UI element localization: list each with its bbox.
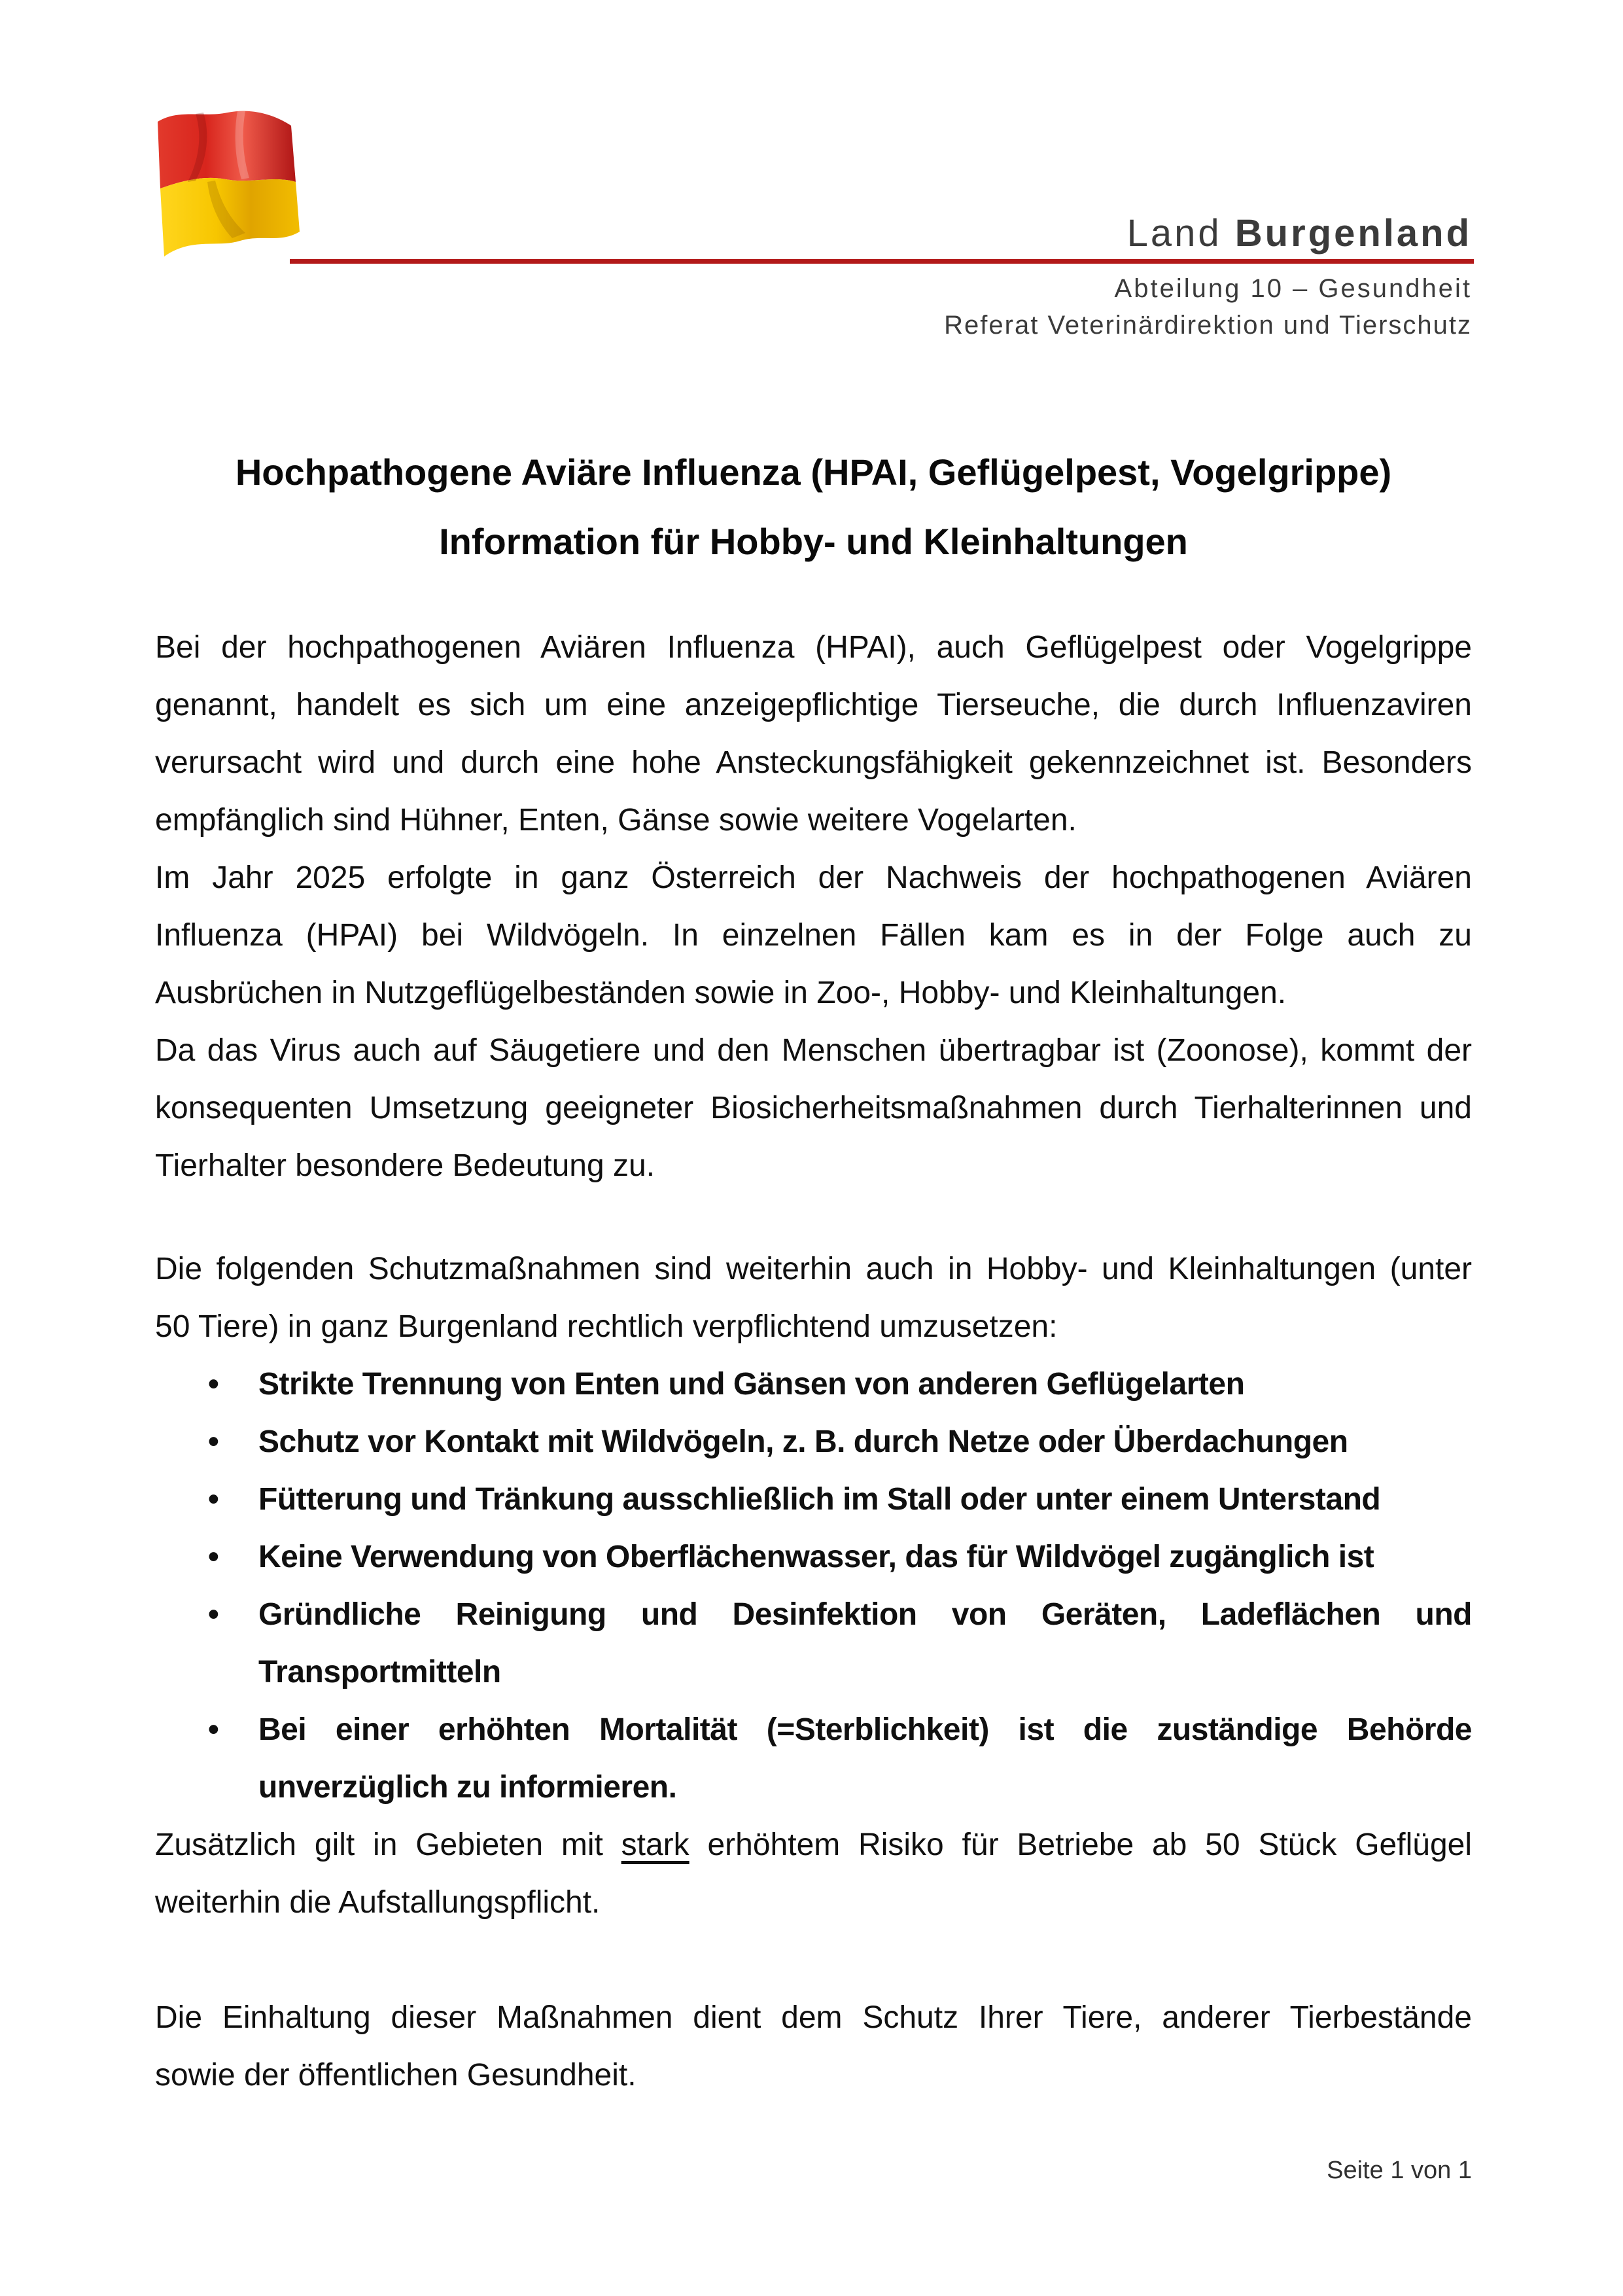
paragraph-stabling-duty bbox=[155, 1816, 1472, 1932]
text-line bbox=[258, 1701, 1472, 1759]
bullet-item bbox=[258, 1528, 1472, 1586]
letterhead bbox=[0, 0, 1472, 366]
header-unit: Referat Veterinärdirektion und Tierschutz bbox=[944, 311, 1472, 340]
text-segment: Transportmitteln bbox=[258, 1655, 501, 1689]
text-line bbox=[155, 619, 1472, 677]
text-segment: Zusätzlich gilt in Gebieten mit bbox=[155, 1828, 621, 1862]
text-segment: Schutz vor Kontakt mit Wildvögeln, z. B. durch Netze oder Überdachungen bbox=[258, 1424, 1348, 1459]
text-line bbox=[155, 1874, 1472, 1932]
bullet-item bbox=[258, 1586, 1472, 1701]
underlined-word: stark bbox=[621, 1828, 689, 1862]
text-segment: verursacht wird und durch eine hohe Ansteckungsfähigkeit gekennzeichnet ist. Besonders bbox=[155, 745, 1472, 780]
text-segment: Die folgenden Schutzmaßnahmen sind weiterhin auch in Hobby- und Kleinhaltungen (unter bbox=[155, 1252, 1472, 1286]
page-number: Seite 1 von 1 bbox=[1327, 2157, 1472, 2184]
text-line bbox=[258, 1356, 1472, 1413]
paragraph-closing bbox=[155, 1989, 1472, 2104]
text-line bbox=[258, 1586, 1472, 1644]
bullet-item bbox=[258, 1356, 1472, 1413]
text-segment: Fütterung und Tränkung ausschließlich im Stall oder unter einem Unterstand bbox=[258, 1482, 1381, 1517]
text-segment: Gründliche Reinigung und Desinfektion von Geräten, Ladeflächen und bbox=[258, 1597, 1472, 1632]
text-line bbox=[155, 964, 1472, 1022]
bullet-item bbox=[258, 1471, 1472, 1528]
bullet-item bbox=[258, 1413, 1472, 1471]
text-segment: konsequenten Umsetzung geeigneter Biosicherheitsmaßnahmen durch Tierhalterinnen und bbox=[155, 1091, 1472, 1125]
text-segment: Da das Virus auch auf Säugetiere und den Menschen übertragbar ist (Zoonose), kommt der bbox=[155, 1033, 1472, 1068]
text-segment: empfänglich sind Hühner, Enten, Gänse sowie weitere Vogelarten. bbox=[155, 803, 1077, 838]
text-line bbox=[155, 1080, 1472, 1137]
text-segment: Tierhalter besondere Bedeutung zu. bbox=[155, 1148, 655, 1183]
paragraph-intro bbox=[155, 619, 1472, 849]
text-line bbox=[155, 1137, 1472, 1195]
text-line bbox=[258, 1413, 1472, 1471]
text-line bbox=[155, 1298, 1472, 1356]
paragraph-zoonosis bbox=[155, 1022, 1472, 1195]
document-title bbox=[155, 438, 1472, 576]
text-segment: Keine Verwendung von Oberflächenwasser, das für Wildvögel zugänglich ist bbox=[258, 1540, 1374, 1574]
text-line bbox=[155, 1022, 1472, 1080]
text-segment: sowie der öffentlichen Gesundheit. bbox=[155, 2058, 637, 2093]
text-segment: Influenza (HPAI) bei Wildvögeln. In einzelnen Fällen kam es in der Folge auch zu bbox=[155, 918, 1472, 953]
text-line bbox=[155, 907, 1472, 964]
text-line bbox=[258, 1759, 1472, 1816]
text-segment: genannt, handelt es sich um eine anzeigepflichtige Tierseuche, die durch Influenzaviren bbox=[155, 688, 1472, 722]
text-line bbox=[155, 734, 1472, 792]
text-line bbox=[155, 1989, 1472, 2047]
text-segment: weiterhin die Aufstallungspflicht. bbox=[155, 1885, 601, 1920]
text-line bbox=[258, 1471, 1472, 1528]
document-body bbox=[155, 619, 1472, 2104]
text-line bbox=[155, 792, 1472, 849]
paragraph-measures-intro bbox=[155, 1241, 1472, 1356]
header-department: Abteilung 10 – Gesundheit bbox=[1114, 274, 1472, 303]
text-line bbox=[155, 1816, 1472, 1874]
text-line bbox=[258, 1528, 1472, 1586]
paragraph-2025-outbreaks bbox=[155, 849, 1472, 1022]
text-line bbox=[155, 849, 1472, 907]
text-segment: Bei der hochpathogenen Aviären Influenza (HPAI), auch Geflügelpest oder Vogelgrippe bbox=[155, 630, 1472, 665]
brand-bold: Burgenland bbox=[1234, 212, 1472, 255]
title-line-1: Hochpathogene Aviäre Influenza (HPAI, Geflügelpest, Vogelgrippe) bbox=[235, 451, 1392, 493]
text-segment: Ausbrüchen in Nutzgeflügelbeständen sowie in Zoo-, Hobby- und Kleinhaltungen. bbox=[155, 976, 1287, 1010]
text-segment: Bei einer erhöhten Mortalität (=Sterblichkeit) ist die zuständige Behörde bbox=[258, 1712, 1472, 1747]
text-segment: unverzüglich zu informieren. bbox=[258, 1770, 677, 1805]
text-line bbox=[155, 2047, 1472, 2104]
header-accent-line bbox=[290, 259, 1474, 264]
text-line bbox=[155, 1241, 1472, 1298]
text-line bbox=[155, 677, 1472, 734]
brand-light: Land bbox=[1126, 212, 1222, 255]
text-segment: Die Einhaltung dieser Maßnahmen dient dem Schutz Ihrer Tiere, anderer Tierbestände bbox=[155, 2000, 1472, 2035]
text-segment: erhöhtem Risiko für Betriebe ab 50 Stück Geflügel bbox=[689, 1828, 1473, 1862]
text-segment: Strikte Trennung von Enten und Gänsen von anderen Geflügelarten bbox=[258, 1367, 1245, 1402]
bullet-item bbox=[258, 1701, 1472, 1816]
blank-line bbox=[155, 1932, 1472, 1989]
text-segment: 50 Tiere) in ganz Burgenland rechtlich verpflichtend umzusetzen: bbox=[155, 1309, 1058, 1344]
bullet-list bbox=[155, 1356, 1472, 1816]
text-line bbox=[258, 1644, 1472, 1701]
title-line-2: Information für Hobby- und Kleinhaltungen bbox=[439, 521, 1188, 562]
blank-line bbox=[155, 1195, 1472, 1241]
brand-title bbox=[1127, 211, 1472, 256]
text-segment: Im Jahr 2025 erfolgte in ganz Österreich der Nachweis der hochpathogenen Aviären bbox=[155, 860, 1472, 895]
